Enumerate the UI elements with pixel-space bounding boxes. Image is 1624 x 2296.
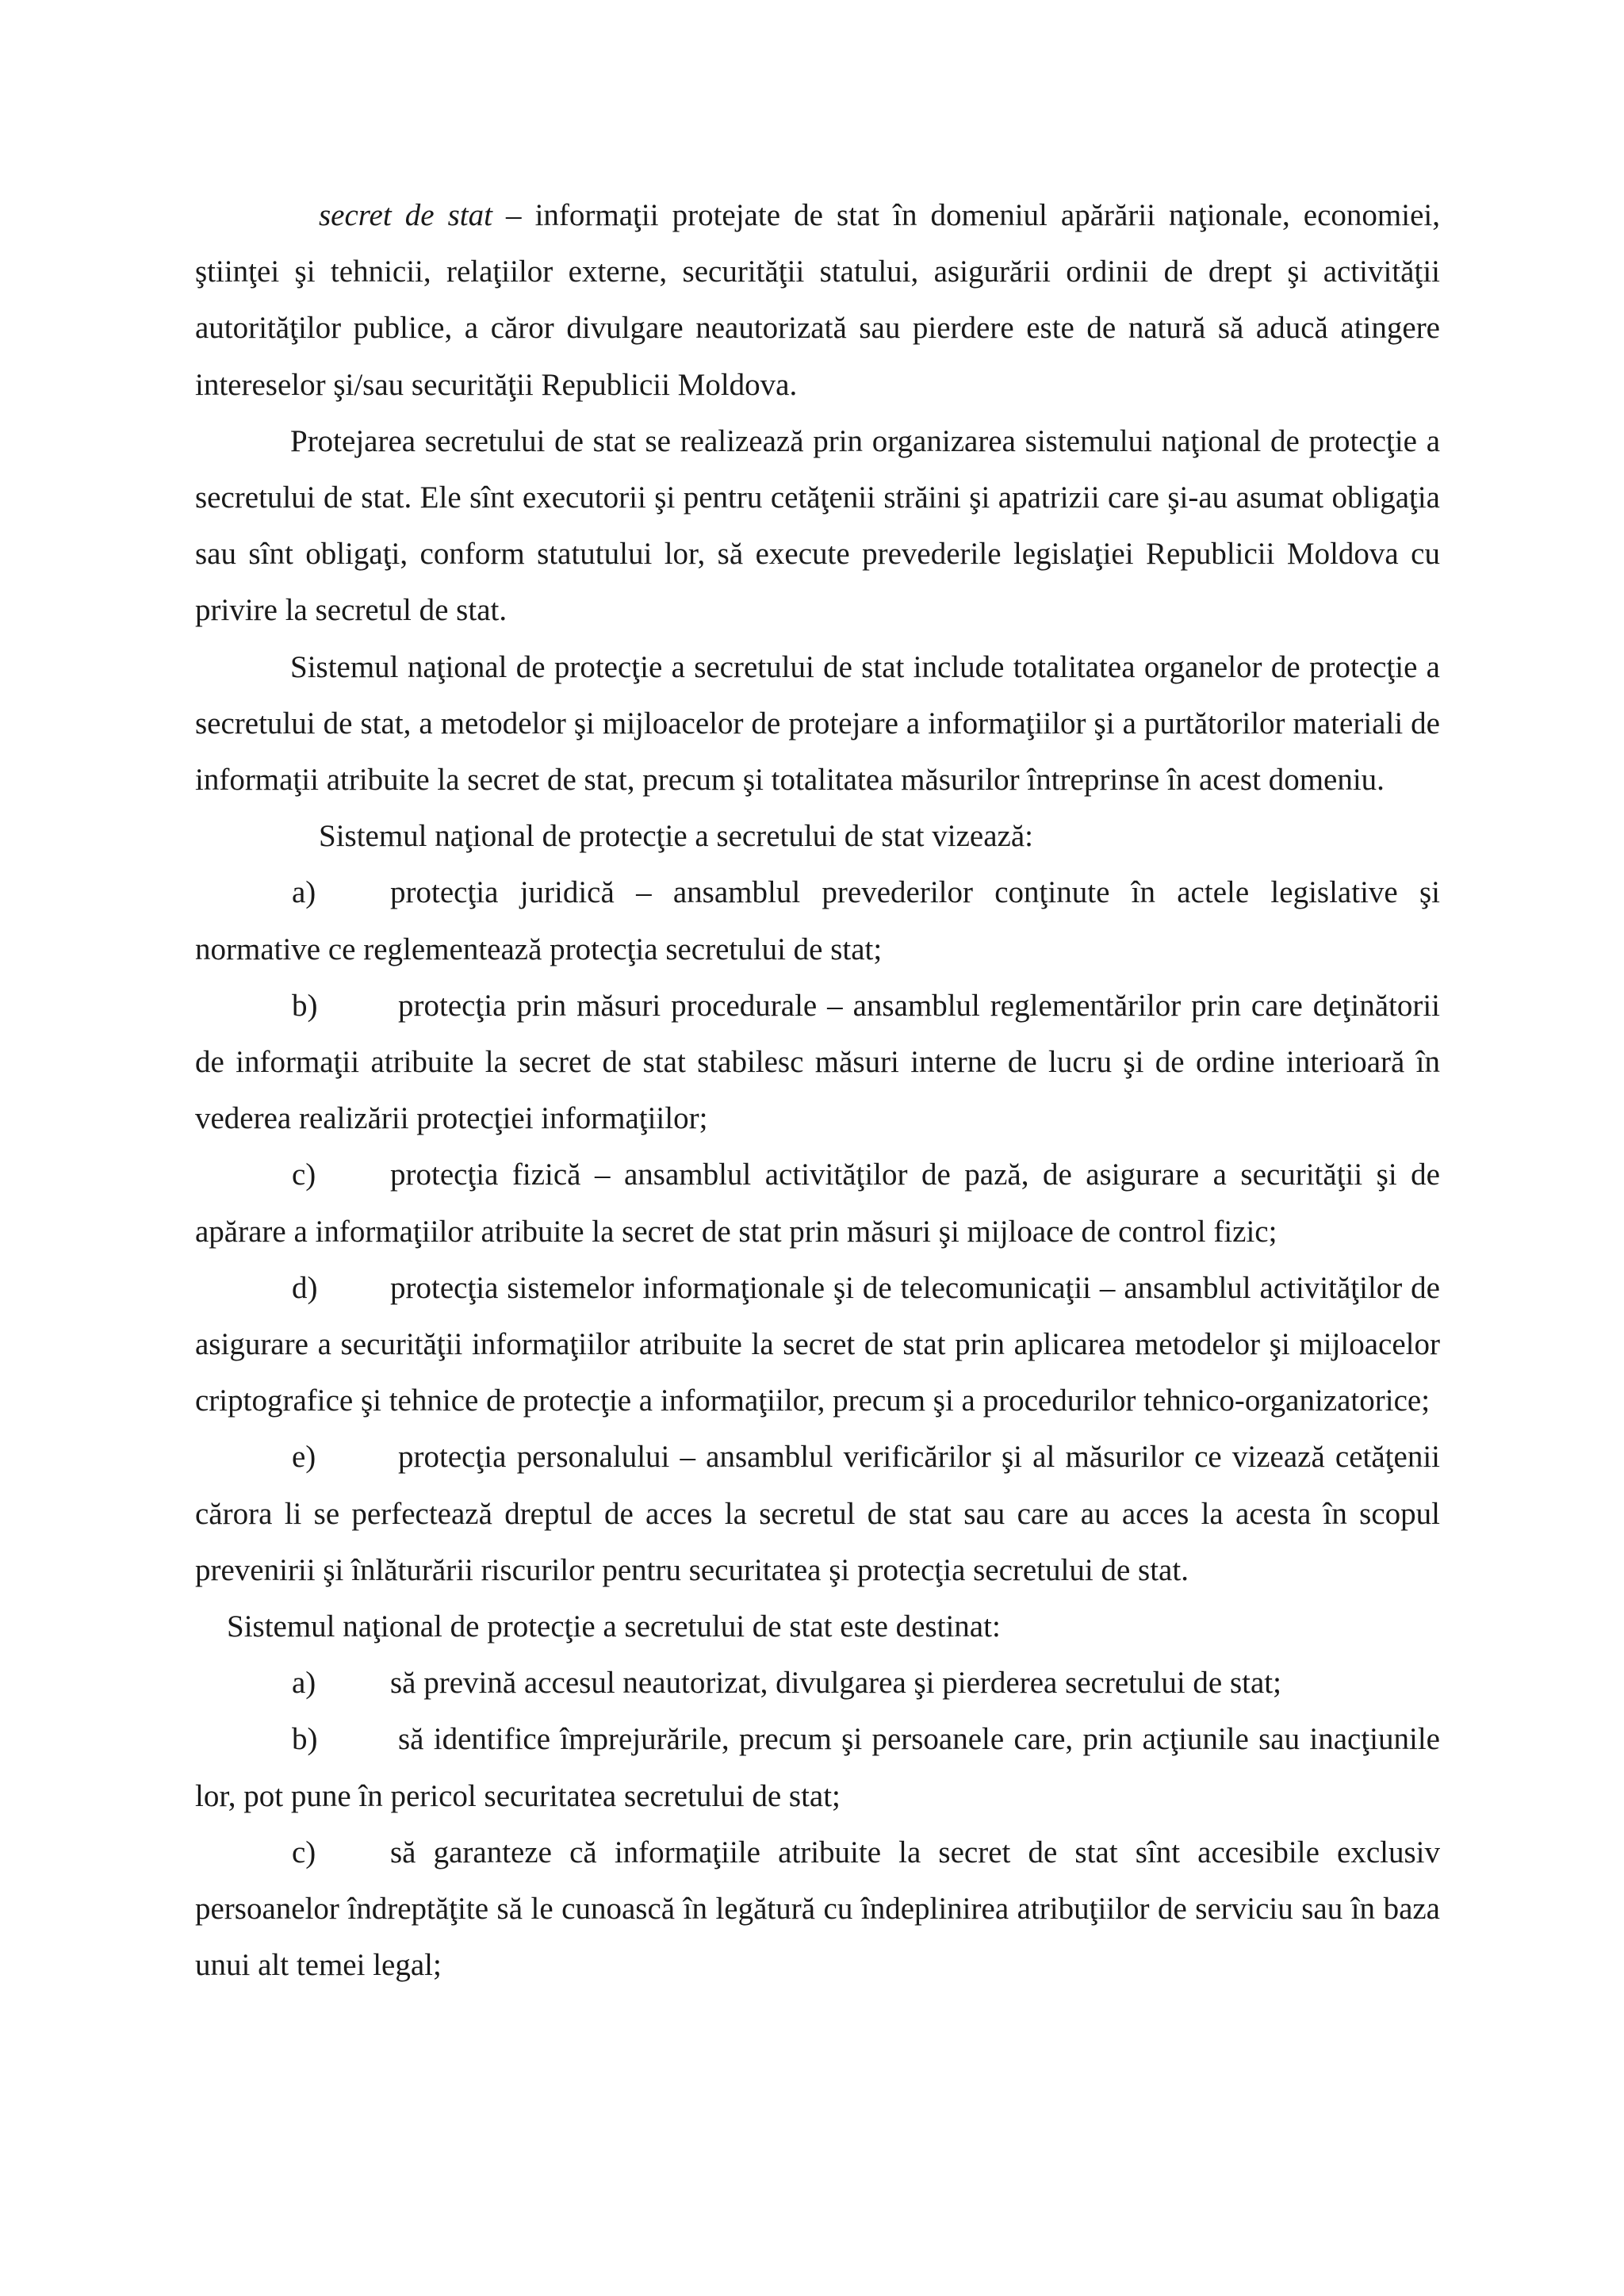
paragraph-system-purpose: Sistemul naţional de protecţie a secretului de stat este destinat: [227, 1609, 1001, 1644]
list-item-text: protecţia personalului – ansamblul verificărilor şi al măsurilor ce vizează cetăţenii cărora li se perfectează dreptul de acces la secretul de stat sau care au acces la acesta în scopul prevenirii şi înlăturării riscurilor pentru securitatea şi protecţia secretului de stat. [195, 1440, 1440, 1587]
list-item [195, 1824, 1440, 1994]
list-item-text: protecţia prin măsuri procedurale – ansamblul reglementărilor prin care deţinătorii de informaţii atribuite la secret de stat stabilesc măsuri interne de lucru şi de ordine interioară în vederea realizării protecţiei informaţiilor; [195, 988, 1440, 1136]
paragraph-system-includes: Sistemul naţional de protecţie a secretului de stat include totalitatea organelor de protecţie a secretului de stat, a metodelor şi mijloacelor de protejare a informaţiilor şi a purtătorilor materiali de informaţii atribuite la secret de stat, precum şi totalitatea măsurilor întreprinse în acest domeniu. [195, 649, 1440, 798]
list-item-text: să prevină accesul neautorizat, divulgarea şi pierderea secretului de stat; [390, 1666, 1281, 1701]
list-marker: d) [292, 1270, 318, 1305]
document-page [195, 187, 1440, 1994]
list-item-text: protecţia sistemelor informaţionale şi de telecomunicaţii – ansamblul activităţilor de asigurare a securităţii informaţiilor atribuite la secret de stat prin aplicarea metodelor şi mijloacelor criptografice şi tehnice de protecţie a informaţiilor, precum şi a procedurilor tehnico-organizatorice; [195, 1270, 1440, 1418]
list-marker: b) [292, 1722, 318, 1757]
paragraph-system-targets: Sistemul naţional de protecţie a secretului de stat vizează: [319, 819, 1033, 854]
list-item-text: să garanteze că informaţiile atribuite la secret de stat sînt accesibile exclusiv persoanelor îndreptăţite să le cunoască în legătură cu îndeplinirea atribuţiilor de serviciu sau în baza unui alt temei legal; [195, 1835, 1440, 1983]
defined-term: secret de stat [319, 198, 492, 232]
list-marker: a) [292, 875, 316, 910]
paragraph-protection-organization: Protejarea secretului de stat se realizează prin organizarea sistemului naţional de protecţie a secretului de stat. Ele sînt executorii şi pentru cetăţenii străini şi apatrizii care şi-au asumat obligaţia sau sînt obligaţi, conform statutului lor, să execute prevederile legislaţiei Republicii Moldova cu privire la secretul de stat. [195, 423, 1440, 628]
list-item [195, 1655, 1440, 1711]
list-item-text: protecţia fizică – ansamblul activităţilor de pază, de asigurare a securităţii şi de apărare a informaţiilor atribuite la secret de stat prin măsuri şi mijloace de control fizic; [195, 1158, 1440, 1249]
list-item-text: să identifice împrejurările, precum şi persoanele care, prin acţiunile sau inacţiunile lor, pot pune în pericol securitatea secretului de stat; [195, 1722, 1440, 1813]
list-item [195, 1260, 1440, 1429]
definition-paragraph [195, 187, 1440, 413]
list-item [195, 1711, 1440, 1823]
list-marker: c) [292, 1835, 316, 1869]
list-marker: b) [292, 988, 318, 1023]
list-marker: a) [292, 1666, 316, 1701]
definition-text: – informaţii protejate de stat în domeniul apărării naţionale, economiei, ştiinţei şi tehnicii, relaţiilor externe, securităţii statului, asigurării ordinii de drept şi activităţii autorităţilor publice, a căror divulgare neautorizată sau pierdere este de natură să aducă atingere intereselor şi/sau securităţii Republicii Moldova. [195, 198, 1440, 402]
list-item-text: protecţia juridică – ansamblul prevederilor conţinute în actele legislative şi normative ce reglementează protecţia secretului de stat; [195, 875, 1440, 966]
list-marker: e) [292, 1440, 316, 1475]
list-marker: c) [292, 1158, 316, 1192]
list-item [195, 864, 1440, 977]
list-item [195, 978, 1440, 1147]
list-item [195, 1429, 1440, 1598]
list-item [195, 1146, 1440, 1259]
